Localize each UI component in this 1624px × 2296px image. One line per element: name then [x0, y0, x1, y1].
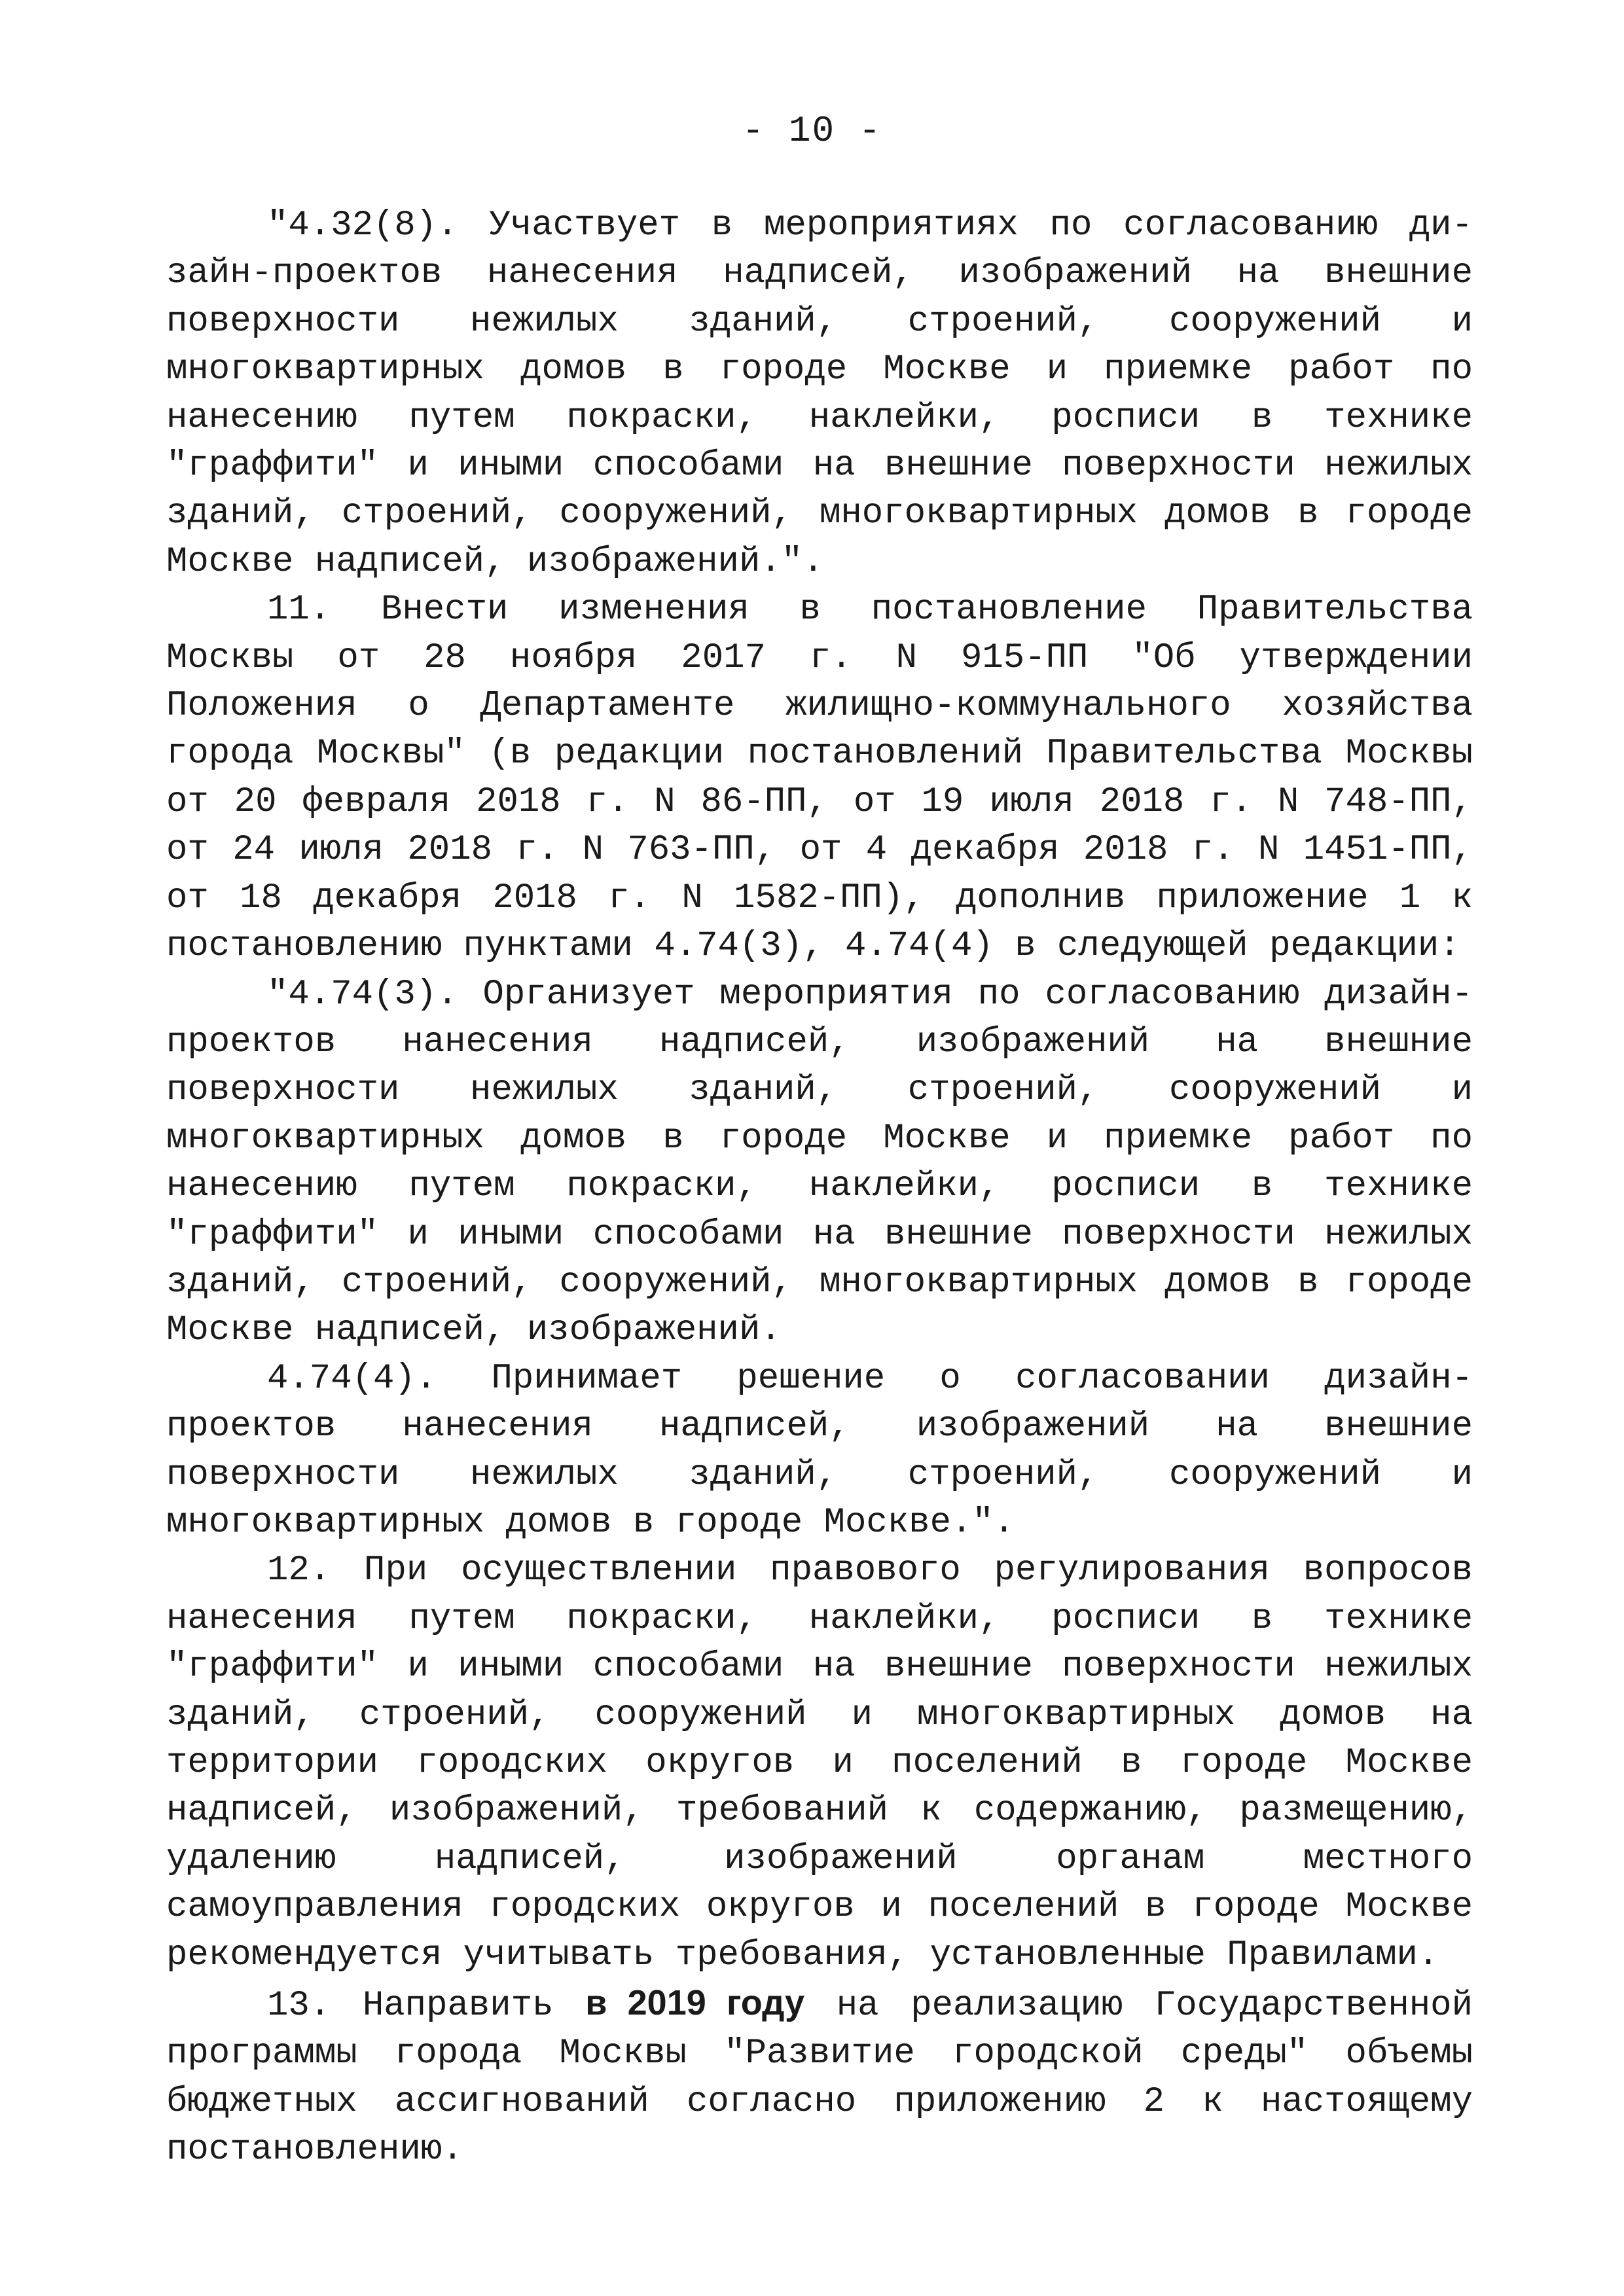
paragraph-4-74-3: "4.74(3). Организует мероприятия по согласованию дизайн-проектов нанесения надписей, изображений на внешние поверхности нежилых зданий, строений, сооружений и многоквартирных домов в городе Москве и приемке работ по нанесению путем покраски, наклейки, росписи в технике "граффити" и иными способами на внешние поверхности нежилых зданий, строений, сооружений, многоквартирных домов в городе Москве надписей, изображений. — [166, 974, 1473, 1351]
paragraph-13 — [166, 1979, 1473, 2174]
paragraph-13-start: 13. Направить — [267, 1986, 586, 2026]
paragraph-11: 11. Внести изменения в постановление Правительства Москвы от 28 ноября 2017 г. N 915-ПП "Об утверждении Положения о Департаменте жилищно-коммунального хозяйства города Москвы" (в редакции постановлений Правительства Москвы от 20 февраля 2018 г. N 86-ПП, от 19 июля 2018 г. N 748-ПП, от 24 июля 2018 г. N 763-ПП, от 4 декабря 2018 г. N 1451-ПП, от 18 декабря 2018 г. N 1582-ПП), дополнив приложение 1 к постановлению пунктами 4.74(3), 4.74(4) в следующей редакции: — [166, 590, 1473, 967]
paragraph-4-74-4: 4.74(4). Принимает решение о согласовании дизайн-проектов нанесения надписей, изображений на внешние поверхности нежилых зданий, строений, сооружений и многоквартирных домов в городе Москве.". — [166, 1358, 1473, 1543]
paragraph-13-emphasis: в 2019 году — [585, 1983, 805, 2023]
document-body — [166, 202, 1473, 2174]
paragraph-13-end: на реализацию Государственной программы города Москвы "Развитие городской среды" объемы бюджетных ассигнований согласно приложению 2 к настоящему постановлению. — [166, 1986, 1473, 2170]
page-number: - 10 - — [742, 110, 882, 152]
paragraph-4-32-8: "4.32(8). Участвует в мероприятиях по согласованию дизайн-проектов нанесения надписей, изображений на внешние поверхности нежилых зданий, строений, сооружений и многоквартирных домов в городе Москве и приемке работ по нанесению путем покраски, наклейки, росписи в технике "граффити" и иными способами на внешние поверхности нежилых зданий, строений, сооружений, многоквартирных домов в городе Москве надписей, изображений.". — [166, 206, 1473, 582]
paragraph-12: 12. При осуществлении правового регулирования вопросов нанесения путем покраски, наклейки, росписи в технике "граффити" и иными способами на внешние поверхности нежилых зданий, строений, сооружений и многоквартирных домов на территории городских округов и поселений в городе Москве надписей, изображений, требований к содержанию, размещению, удалению надписей, изображений органам местного самоуправления городских округов и поселений в городе Москве рекомендуется учитывать требования, установленные Правилами. — [166, 1551, 1473, 1975]
